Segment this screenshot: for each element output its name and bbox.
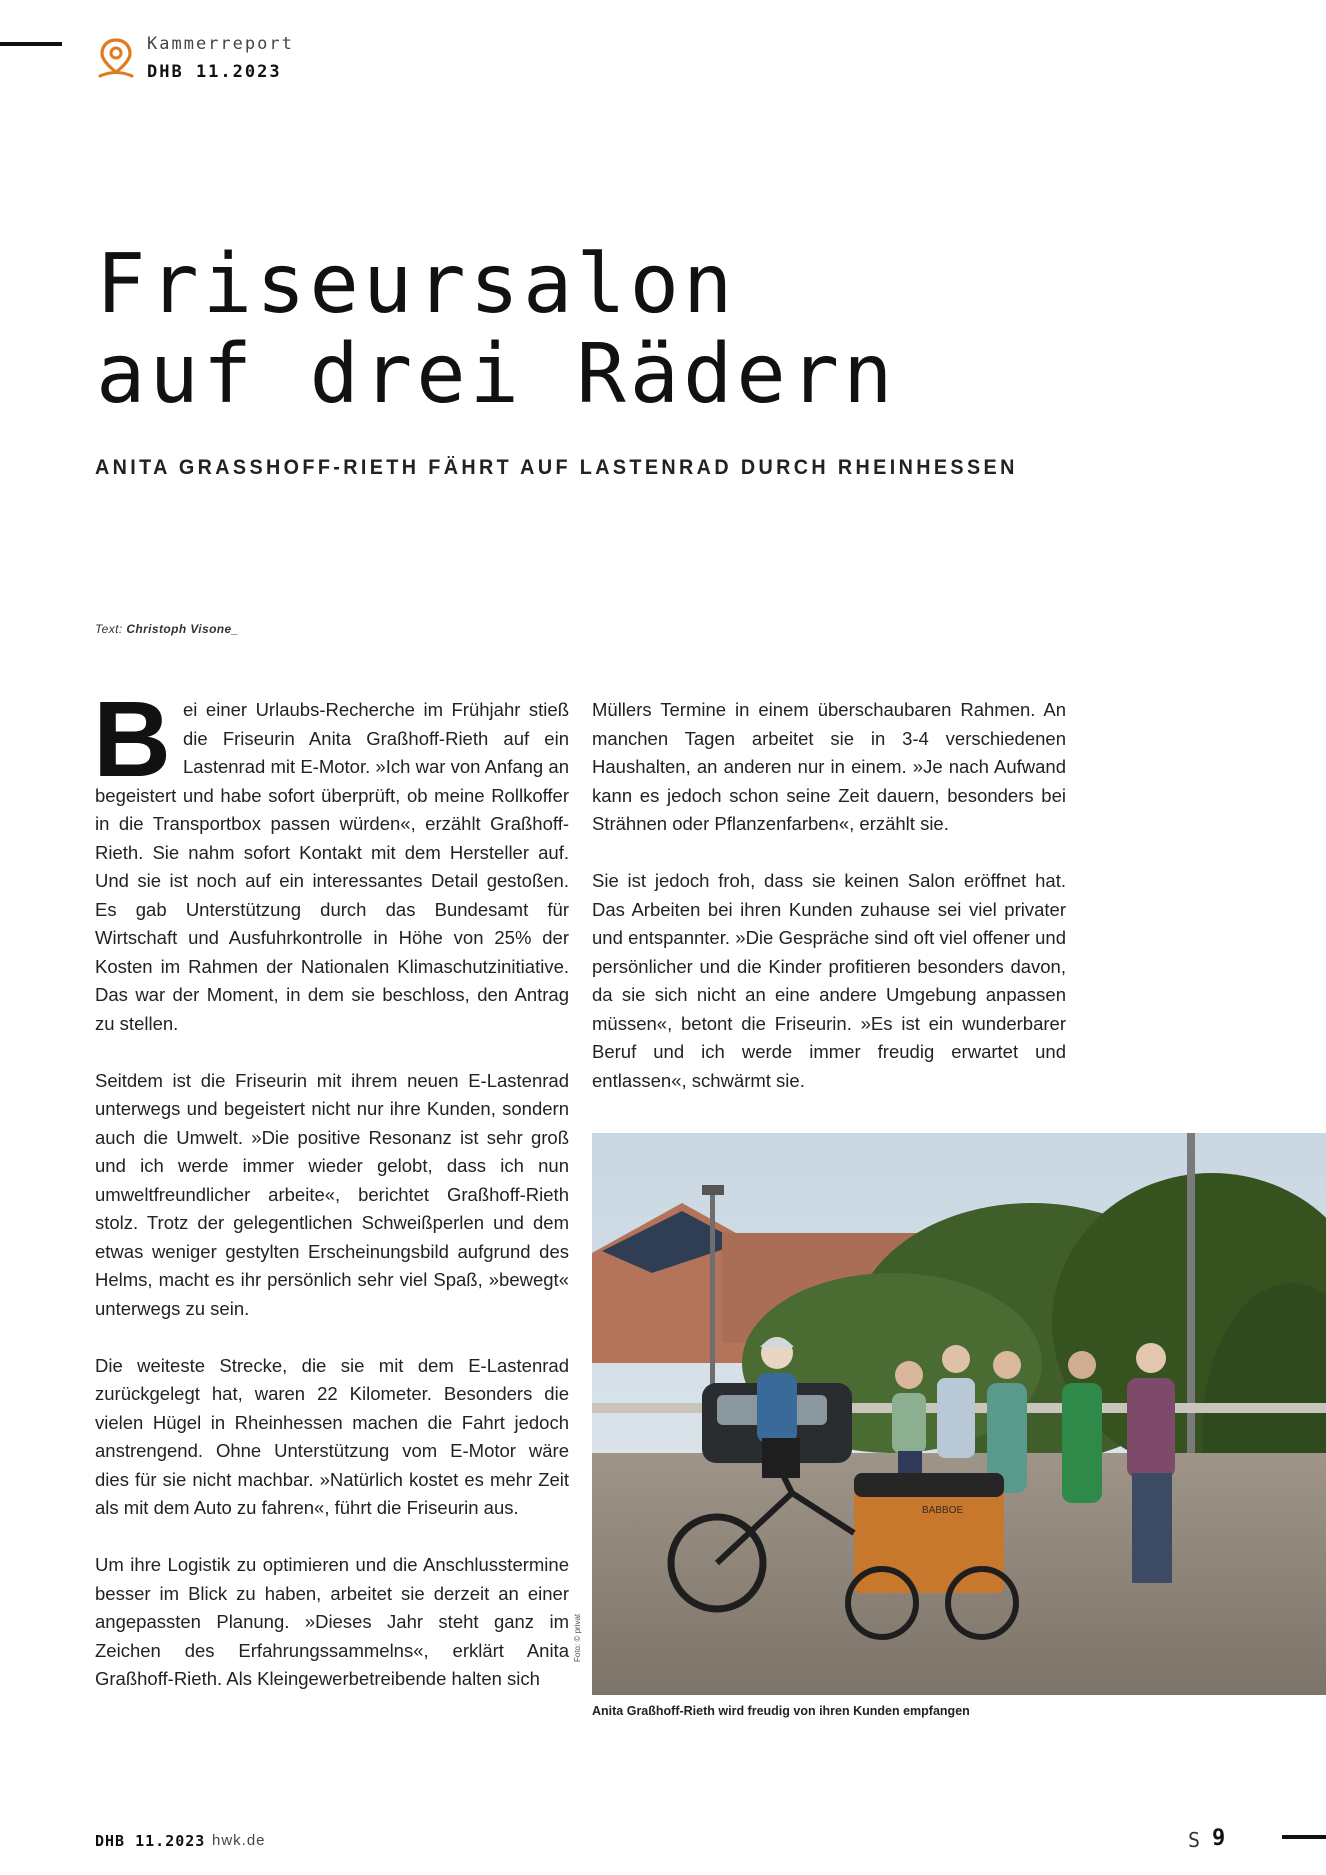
photo-caption: Anita Graßhoff-Rieth wird freudig von ihren Kunden empfangen: [592, 1704, 970, 1718]
article-photo: [592, 1133, 1326, 1695]
byline: [95, 622, 239, 636]
photo-illustration: [592, 1133, 1326, 1695]
paragraph: Die weiteste Strecke, die sie mit dem E-Lastenrad zurückgelegt hat, waren 22 Kilometer. Besonders die vielen Hügel in Rheinhessen machen die Fahrt jedoch anstrengend. Ohne Unterstützung vom E-Motor wäre dies für sie nicht machbar. »Natürlich kostet es mehr Zeit als mit dem Auto zu fahren«, führt die Friseurin aus.: [95, 1354, 569, 1518]
paragraph: Seitdem ist die Friseurin mit ihrem neuen E-Lastenrad unterwegs und begeistert nicht nur ihre Kunden, sondern auch die Umwelt. »Die positive Resonanz ist sehr groß und ich werde immer wieder gelobt, dass ich nun umweltfreundlicher arbeite«, berichtet Graßhoff-Rieth stolz. Trotz der gelegentlichen Schweißperlen und dem etwas weniger gestylten Erscheinungsbild aufgrund des Helms, macht es ihr persönlich sehr viel Spaß, »bewegt« unterwegs zu sein.: [95, 1069, 569, 1319]
paragraph-text: ei einer Urlaubs-Recherche im Frühjahr stieß die Friseurin Anita Graßhoff-Rieth auf ein Lastenrad mit E-Motor. »Ich war von Anfang an begeistert und habe sofort überprüft, ob meine Rollkoffer in die Transportbox passen würden«, erzählt Graßhoff-Rieth. Sie nahm sofort Kontakt mit dem Hersteller auf. Und sie ist noch auf ein interessantes Detail gestoßen. Es gab Unterstützung durch das Bundesamt für Wirtschaft und Ausfuhrkontrolle in Höhe von 25% der Kosten im Rahmen der Nationalen Klimaschutzinitiative. Das war der Moment, in dem sie beschloss, den Antrag zu stellen.: [95, 699, 569, 1034]
title-line-1: Friseursalon: [96, 237, 737, 332]
header-rule: [0, 42, 62, 46]
section-label: Kammerreport: [147, 34, 294, 54]
article-title: [96, 237, 1246, 422]
text-column-left: [93, 678, 569, 1722]
paragraph: Sie ist jedoch froh, dass sie keinen Salon eröffnet hat. Das Arbeiten bei ihren Kunden zuhause sei viel privater und entspannter. »Die Gespräche sind oft viel offener und persönlicher und die Kinder profitieren besonders davon, da sie sich nicht an eine andere Umgebung anpassen müssen«, betont die Friseurin. »Es ist ein wunderbarer Beruf und ich werde immer freudig erwartet und entlassen«, schwärmt sie.: [592, 870, 1066, 1091]
byline-label: Text:: [95, 622, 127, 636]
article-subtitle: ANITA GRASSHOFF-RIETH FÄHRT AUF LASTENRAD DURCH RHEINHESSEN: [95, 456, 1018, 479]
location-pin-icon: [96, 36, 136, 80]
footer-rule: [1282, 1835, 1326, 1839]
box-label: BABBOE: [922, 1505, 964, 1516]
drop-cap: B: [93, 678, 171, 799]
photo-credit: Foto: © privat: [573, 1613, 582, 1662]
byline-end: _: [231, 622, 239, 636]
title-line-2: auf drei Rädern: [96, 327, 897, 422]
page-number: 9: [1212, 1826, 1226, 1851]
footer-website: hwk.de: [212, 1832, 266, 1849]
page-prefix: S: [1188, 1828, 1201, 1852]
byline-author: Christoph Visone: [126, 622, 232, 636]
paragraph: Müllers Termine in einem überschaubaren Rahmen. An manchen Tagen arbeitet sie in 3-4 verschiedenen Haushalten, an anderen nur in einem. »Je nach Aufwand kann es jedoch schon seine Zeit dauern, besonders bei Strähnen oder Pflanzenfarben«, erzählt sie.: [592, 699, 1066, 834]
issue-label: DHB 11.2023: [147, 62, 282, 82]
paragraph: Um ihre Logistik zu optimieren und die Anschlusstermine besser im Blick zu haben, arbeitet sie derzeit an einer angepassten Planung. »Dieses Jahr steht ganz im Zeichen des Erfahrungssammelns«, erklärt Anita Graßhoff-Rieth. Als Kleingewerbetreibende halten sich: [95, 1554, 569, 1689]
text-column-right: [592, 696, 1066, 1124]
footer-issue: DHB 11.2023: [95, 1832, 206, 1850]
paragraph: [93, 678, 569, 1038]
